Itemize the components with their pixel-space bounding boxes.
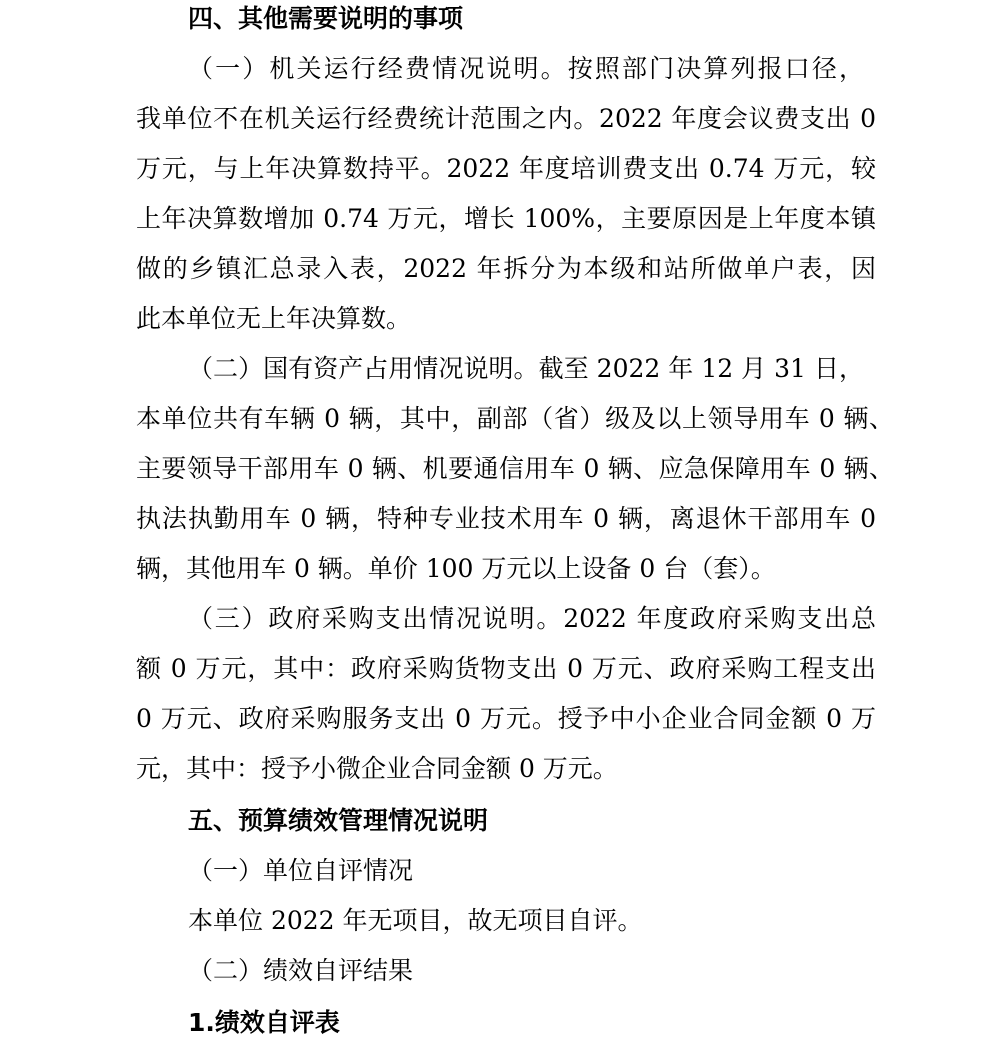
part1-line-3: 万元，与上年决算数持平。2022 年度培训费支出 0.74 万元，较 [136, 154, 876, 183]
part3-line-1: （三）政府采购支出情况说明。2022 年度政府采购支出总 [188, 604, 876, 633]
part3-line-4: 元，其中：授予小微企业合同金额 0 万元。 [136, 754, 618, 783]
part1-line-5: 做的乡镇汇总录入表，2022 年拆分为本级和站所做单户表，因 [136, 254, 876, 283]
part1-line-2: 我单位不在机关运行经费统计范围之内。2022 年度会议费支出 0 [136, 104, 876, 133]
part2-line-5: 辆，其他用车 0 辆。单价 100 万元以上设备 0 台（套）。 [136, 554, 776, 583]
subheading-evaluation-results: （二）绩效自评结果 [188, 956, 414, 985]
item-evaluation-table: 1.绩效自评表 [188, 1008, 340, 1037]
section-4-heading: 四、其他需要说明的事项 [188, 4, 464, 33]
part2-line-3: 主要领导干部用车 0 辆、机要通信用车 0 辆、应急保障用车 0 辆、 [136, 454, 894, 483]
part2-line-2: 本单位共有车辆 0 辆，其中，副部（省）级及以上领导用车 0 辆、 [136, 404, 894, 433]
part1-line-6: 此本单位无上年决算数。 [136, 304, 412, 333]
part3-line-3: 0 万元、政府采购服务支出 0 万元。授予中小企业合同金额 0 万 [136, 704, 876, 733]
part2-line-4: 执法执勤用车 0 辆，特种专业技术用车 0 辆，离退休干部用车 0 [136, 504, 876, 533]
part2-line-1: （二）国有资产占用情况说明。截至 2022 年 12 月 31 日， [188, 354, 864, 383]
part3-line-2: 额 0 万元，其中：政府采购货物支出 0 万元、政府采购工程支出 [136, 654, 876, 683]
part1-line-4: 上年决算数增加 0.74 万元，增长 100%，主要原因是上年度本镇 [136, 204, 876, 233]
section-5-heading: 五、预算绩效管理情况说明 [188, 806, 489, 835]
subheading-self-evaluation: （一）单位自评情况 [188, 856, 414, 885]
part1-line-1: （一）机关运行经费情况说明。按照部门决算列报口径， [188, 54, 864, 83]
self-evaluation-text: 本单位 2022 年无项目，故无项目自评。 [188, 906, 643, 935]
